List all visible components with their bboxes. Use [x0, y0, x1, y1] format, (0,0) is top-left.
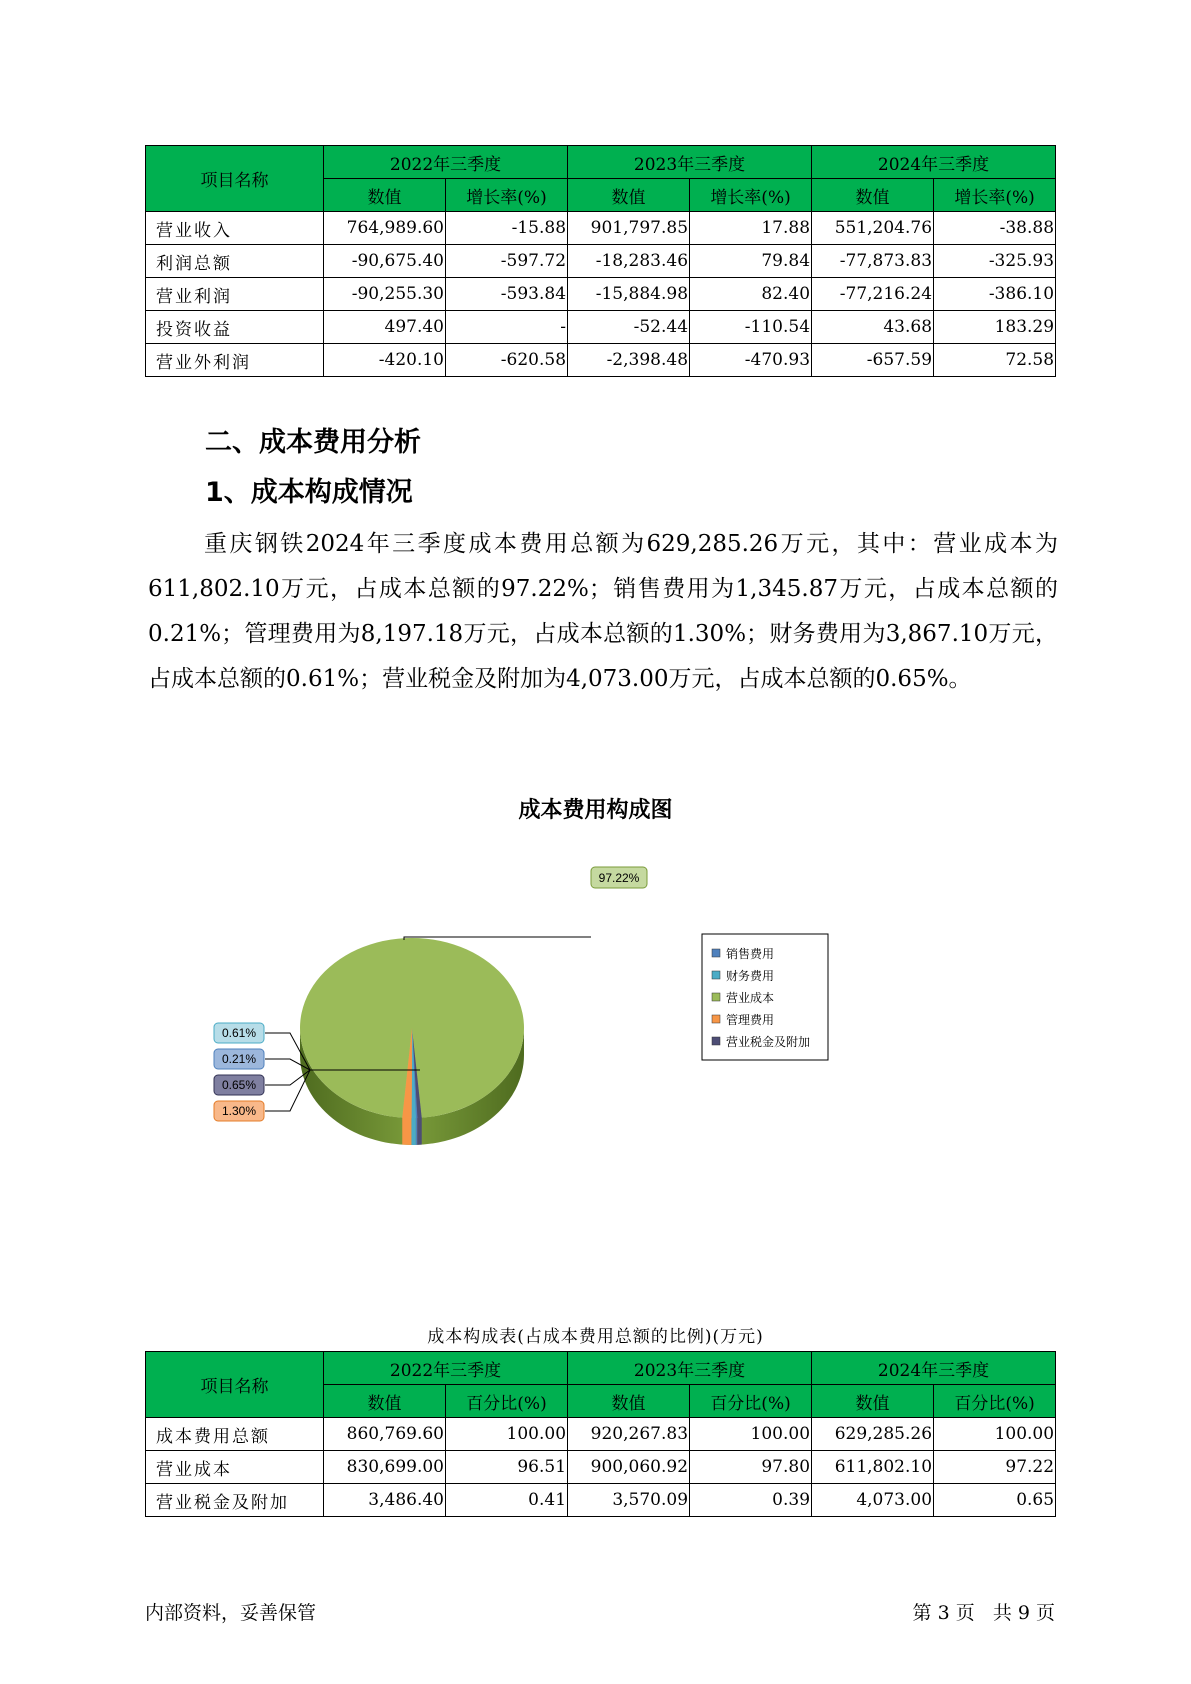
table-cell: -15.88 [446, 212, 568, 245]
chart-title: 成本费用构成图 [518, 798, 673, 823]
table-cell: 551,204.76 [812, 212, 934, 245]
data-label: 97.22% [598, 871, 640, 885]
sub-header: 百分比(%) [934, 1385, 1056, 1418]
table-row [146, 1418, 1056, 1451]
table-cell: 4,073.00 [812, 1484, 934, 1517]
row-label: 营业收入 [146, 212, 324, 245]
data-label: 1.30% [221, 1104, 257, 1118]
table-cell: -620.58 [446, 344, 568, 377]
legend-item: 销售费用 [726, 947, 775, 961]
col-header-name: 项目名称 [146, 1352, 324, 1418]
legend-swatch [712, 971, 720, 979]
table-row [146, 311, 1056, 344]
table-cell: 72.58 [934, 344, 1056, 377]
sub-header: 增长率(%) [934, 179, 1056, 212]
pie-slice-wall [402, 1118, 411, 1145]
table-cell: -77,216.24 [812, 278, 934, 311]
legend-swatch [712, 949, 720, 957]
table-cell: 860,769.60 [324, 1418, 446, 1451]
table-cell: 0.65 [934, 1484, 1056, 1517]
legend-swatch [712, 1037, 720, 1045]
data-label: 0.61% [221, 1026, 257, 1040]
page-number: 第 3 页 共 9 页 [912, 1602, 1055, 1624]
table-cell: -386.10 [934, 278, 1056, 311]
table-cell: 96.51 [446, 1451, 568, 1484]
table-cell: 830,699.00 [324, 1451, 446, 1484]
legend-item: 管理费用 [726, 1013, 775, 1027]
table-cell: -2,398.48 [568, 344, 690, 377]
table-cell: - [446, 311, 568, 344]
legend-swatch [712, 993, 720, 1001]
table-cell: 79.84 [690, 245, 812, 278]
legend-item: 营业成本 [726, 991, 775, 1005]
sub-header: 百分比(%) [446, 1385, 568, 1418]
table-cell: 0.39 [690, 1484, 812, 1517]
row-label: 营业利润 [146, 278, 324, 311]
pie-slice-wall [416, 1118, 417, 1145]
sub-header: 数值 [324, 1385, 446, 1418]
row-label: 利润总额 [146, 245, 324, 278]
sub-heading: 1、成本构成情况 [205, 477, 413, 508]
period-header: 2024年三季度 [812, 1352, 1056, 1385]
table-cell: 3,486.40 [324, 1484, 446, 1517]
period-header: 2022年三季度 [324, 146, 568, 179]
table-cell: -38.88 [934, 212, 1056, 245]
sub-header: 数值 [568, 179, 690, 212]
data-label: 0.65% [221, 1078, 257, 1092]
cost-table [145, 1351, 1056, 1517]
table-row [146, 344, 1056, 377]
pie-slice-wall [417, 1118, 422, 1145]
cost-pie-chart [0, 830, 1191, 1160]
table-cell: -90,675.40 [324, 245, 446, 278]
table-cell: -325.93 [934, 245, 1056, 278]
table-cell: 901,797.85 [568, 212, 690, 245]
table-cell: 0.41 [446, 1484, 568, 1517]
table-cell: -52.44 [568, 311, 690, 344]
table-cell: -77,873.83 [812, 245, 934, 278]
legend-swatch [712, 1015, 720, 1023]
table-cell: -18,283.46 [568, 245, 690, 278]
table-cell: -15,884.98 [568, 278, 690, 311]
pie-slice-wall [411, 1118, 415, 1145]
table-cell: -420.10 [324, 344, 446, 377]
sub-header: 数值 [568, 1385, 690, 1418]
legend-item: 财务费用 [726, 969, 775, 983]
period-header: 2022年三季度 [324, 1352, 568, 1385]
table-cell: 3,570.09 [568, 1484, 690, 1517]
table-cell: -597.72 [446, 245, 568, 278]
period-header: 2023年三季度 [568, 1352, 812, 1385]
table-cell: 629,285.26 [812, 1418, 934, 1451]
table-cell: -470.93 [690, 344, 812, 377]
sub-header: 百分比(%) [690, 1385, 812, 1418]
table-cell: -90,255.30 [324, 278, 446, 311]
data-label: 0.21% [221, 1052, 257, 1066]
sub-header: 增长率(%) [690, 179, 812, 212]
table-caption: 成本构成表(占成本费用总额的比例)(万元) [427, 1327, 764, 1347]
table-cell: 100.00 [690, 1418, 812, 1451]
table-row [146, 278, 1056, 311]
period-header: 2024年三季度 [812, 146, 1056, 179]
table-row [146, 212, 1056, 245]
table-cell: 764,989.60 [324, 212, 446, 245]
row-label: 成本费用总额 [146, 1418, 324, 1451]
table-cell: -593.84 [446, 278, 568, 311]
table-cell: -110.54 [690, 311, 812, 344]
table-cell: -657.59 [812, 344, 934, 377]
row-label: 投资收益 [146, 311, 324, 344]
table-cell: 97.80 [690, 1451, 812, 1484]
row-label: 营业外利润 [146, 344, 324, 377]
table-cell: 43.68 [812, 311, 934, 344]
row-label: 营业成本 [146, 1451, 324, 1484]
section-heading: 二、成本费用分析 [205, 427, 421, 458]
table-cell: 97.22 [934, 1451, 1056, 1484]
sub-header: 数值 [812, 179, 934, 212]
table-cell: 183.29 [934, 311, 1056, 344]
table-row [146, 1451, 1056, 1484]
table-cell: 100.00 [446, 1418, 568, 1451]
table-cell: 17.88 [690, 212, 812, 245]
legend-item: 营业税金及附加 [726, 1035, 811, 1049]
table-row [146, 245, 1056, 278]
table-row [146, 1484, 1056, 1517]
table-cell: 497.40 [324, 311, 446, 344]
period-header: 2023年三季度 [568, 146, 812, 179]
table-cell: 100.00 [934, 1418, 1056, 1451]
sub-header: 增长率(%) [446, 179, 568, 212]
table-cell: 920,267.83 [568, 1418, 690, 1451]
table-cell: 900,060.92 [568, 1451, 690, 1484]
income-table [145, 145, 1056, 377]
table-cell: 82.40 [690, 278, 812, 311]
sub-header: 数值 [324, 179, 446, 212]
row-label: 营业税金及附加 [146, 1484, 324, 1517]
sub-header: 数值 [812, 1385, 934, 1418]
col-header-name: 项目名称 [146, 146, 324, 212]
footer-confidential: 内部资料，妥善保管 [145, 1602, 317, 1624]
cost-summary-paragraph: 重庆钢铁2024年三季度成本费用总额为629,285.26万元，其中：营业成本为611,802.10万元，占成本总额的97.22%；销售费用为1,345.87万元，占成本总额的0.21%；管理费用为8,197.18万元，占成本总额的1.30%；财务费用为3,867.10万元，占成本总额的0.61%；营业税金及附加为4,073.00万元，占成本总额的0.65%。 [148, 531, 1058, 692]
table-cell: 611,802.10 [812, 1451, 934, 1484]
